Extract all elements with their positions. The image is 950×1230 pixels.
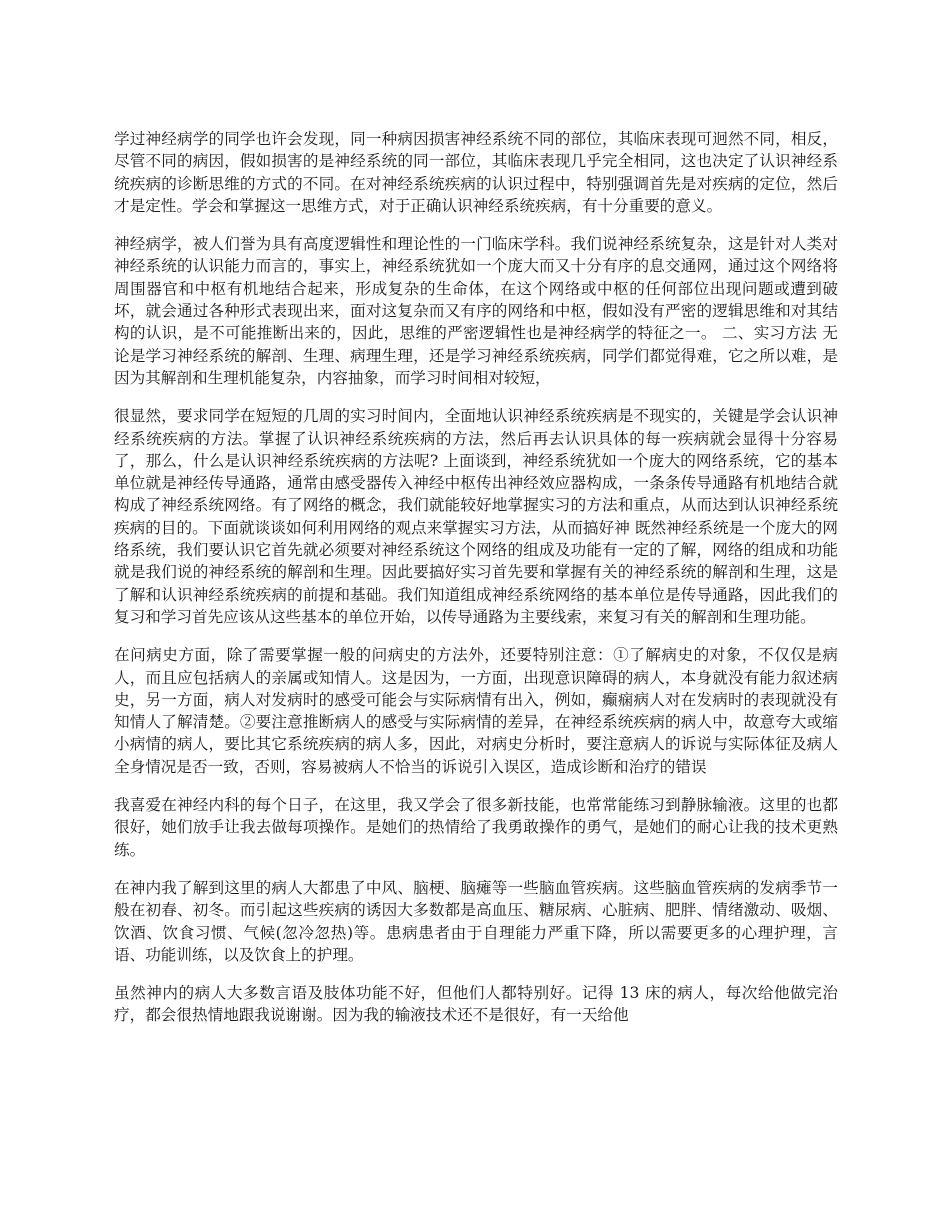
- paragraph-1: 学过神经病学的同学也许会发现，同一种病因损害神经系统不同的部位，其临床表现可迥然不同，相反，尽管不同的病因，假如损害的是神经系统的同一部位，其临床表现几乎完全相同，这也决定了认识神经系统疾病的诊断思维的方式的不同。在对神经系统疾病的认识过程中，特别强调首先是对疾病的定位，然后才是定性。学会和掌握这一思维方式，对于正确认识神经系统疾病，有十分重要的意义。: [114, 130, 838, 215]
- paragraph-7: 虽然神内的病人大多数言语及肢体功能不好，但他们人都特别好。记得 13 床的病人，每次给他做完治疗，都会很热情地跟我说谢谢。因为我的输液技术还不是很好，有一天给他: [114, 984, 838, 1025]
- paragraph-2: 神经病学，被人们誉为具有高度逻辑性和理论性的一门临床学科。我们说神经系统复杂，这是针对人类对神经系统的认识能力而言的，事实上，神经系统犹如一个庞大而又十分有序的息交通网，通过这个网络将周围器官和中枢有机地结合起来，形成复杂的生命体，在这个网络或中枢的任何部位出现问题或遭到破坏，就会通过各种形式表现出来，面对这复杂而又有序的网络和中枢，假如没有严密的逻辑思维和对其结构的认识，是不可能推断出来的，因此，思维的严密逻辑性也是神经病学的特征之一。 二、实习方法 无论是学习神经系统的解剖、生理、病理生理，还是学习神经系统疾病，同学们都觉得难，它之所以难，是因为其解剖和生理机能复杂，内容抽象，而学习时间相对较短，: [114, 235, 838, 387]
- paragraph-5: 我喜爱在神经内科的每个日子，在这里，我又学会了很多新技能，也常常能练习到静脉输液。这里的也都很好，她们放手让我去做每项操作。是她们的热情给了我勇敢操作的勇气，是她们的耐心让我的技术更熟练。: [114, 796, 838, 859]
- paragraph-4: 在问病史方面，除了需要掌握一般的问病史的方法外，还要特别注意：①了解病史的对象，不仅仅是病人，而且应包括病人的亲属或知情人。这是因为，一方面，出现意识障碍的病人，本身就没有能力叙述病史，另一方面，病人对发病时的感受可能会与实际病情有出入，例如，癫痫病人对在发病时的表现就没有知情人了解清楚。②要注意推断病人的感受与实际病情的差异，在神经系统疾病的病人中，故意夸大或缩小病情的病人，要比其它系统疾病的病人多，因此，对病史分析时，要注意病人的诉说与实际体征及病人全身情况是否一致，否则，容易被病人不恰当的诉说引入误区，造成诊断和治疗的错误: [114, 646, 838, 776]
- document-body: [114, 128, 838, 1043]
- paragraph-6: 在神内我了解到这里的病人大都患了中风、脑梗、脑瘫等一些脑血管疾病。这些脑血管疾病的发病季节一般在初春、初冬。而引起这些疾病的诱因大多数都是高血压、糖尿病、心脏病、肥胖、情绪激动、吸烟、饮酒、饮食习惯、气候(忽冷忽热)等。患病患者由于自理能力严重下降，所以需要更多的心理护理，言语、功能训练，以及饮食上的护理。: [114, 878, 838, 964]
- paragraph-3: 很显然，要求同学在短短的几周的实习时间内，全面地认识神经系统疾病是不现实的，关键是学会认识神经系统疾病的方法。掌握了认识神经系统疾病的方法，然后再去认识具体的每一疾病就会显得十分容易了，那么，什么是认识神经系统疾病的方法呢? 上面谈到，神经系统犹如一个庞大的网络系统，它的基本单位就是神经传导通路，通常由感受器传入神经中枢传出神经效应器构成，一条条传导通路有机地结合就构成了神经系统网络。有了网络的概念，我们就能较好地掌握实习的方法和重点，从而达到认识神经系统疾病的目的。下面就谈谈如何利用网络的观点来掌握实习方法，从而搞好神 既然神经系统是一个庞大的网络系统，我们要认识它首先就必须要对神经系统这个网络的组成及功能有一定的了解，网络的组成和功能就是我们说的神经系统的解剖和生理。因此要搞好实习首先要和掌握有关的神经系统的解剖和生理，这是了解和认识神经系统疾病的前提和基础。我们知道组成神经系统网络的基本单位是传导通路，因此我们的复习和学习首先应该从这些基本的单位开始，以传导通路为主要线索，来复习有关的解剖和生理功能。: [114, 407, 838, 626]
